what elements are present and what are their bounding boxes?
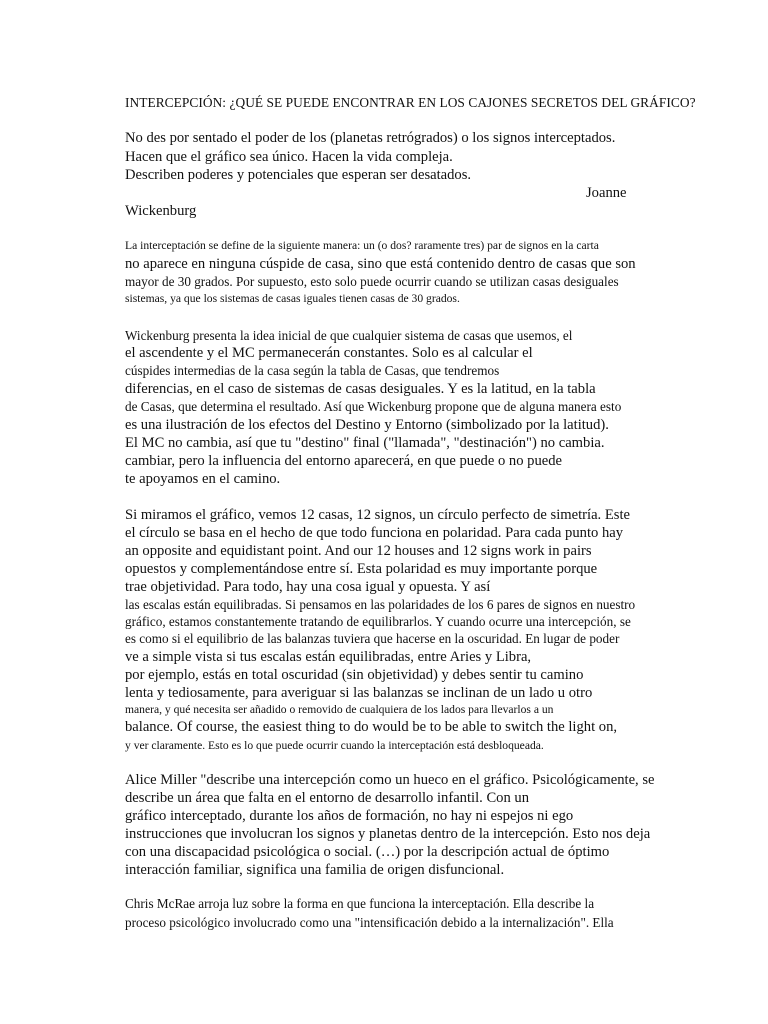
paragraph-line: el círculo se basa en el hecho de que todo funciona en polaridad. Para cada punto hay (125, 525, 624, 541)
paragraph-line: lenta y tediosamente, para averiguar si las balanzas se inclinan de un lado u otro (125, 685, 593, 701)
paragraph-line: cambiar, pero la influencia del entorno aparecerá, en que puede o no puede (125, 453, 563, 469)
paragraph-line: balance. Of course, the easiest thing to do would be to be able to switch the light on, (125, 719, 618, 735)
paragraph-line: de Casas, que determina el resultado. Así que Wickenburg propone que de alguna manera esto (125, 399, 622, 414)
quote-line: No des por sentado el poder de los (planetas retrógrados) o los signos interceptados. (125, 130, 616, 146)
quote-line: Hacen que el gráfico sea único. Hacen la vida compleja. (125, 149, 453, 165)
paragraph-line: Alice Miller "describe una intercepción como un hueco en el gráfico. Psicológicamente, se (125, 772, 655, 788)
paragraph-line: sistemas, ya que los sistemas de casas iguales tienen casas de 30 grados. (125, 292, 460, 305)
paragraph-line: Si miramos el gráfico, vemos 12 casas, 12 signos, un círculo perfecto de simetría. Este (125, 507, 630, 523)
paragraph-line: con una discapacidad psicológica o social. (…) por la descripción actual de óptimo (125, 844, 610, 860)
paragraph-line: ve a simple vista si tus escalas están equilibradas, entre Aries y Libra, (125, 649, 532, 665)
paragraph-line: describe un área que falta en el entorno de desarrollo infantil. Con un (125, 790, 530, 806)
paragraph-line: Wickenburg presenta la idea inicial de que cualquier sistema de casas que usemos, el (125, 328, 573, 343)
quote-author-first: Joanne (586, 185, 627, 201)
quote-line: Describen poderes y potenciales que esperan ser desatados. (125, 167, 472, 183)
paragraph-line: Chris McRae arroja luz sobre la forma en que funciona la interceptación. Ella describe la (125, 896, 595, 911)
paragraph-line: es una ilustración de los efectos del Destino y Entorno (simbolizado por la latitud). (125, 417, 609, 433)
paragraph-line: opuestos y complementándose entre sí. Esta polaridad es muy importante porque (125, 561, 598, 577)
paragraph-line: es como si el equilibrio de las balanzas tuviera que hacerse en la oscuridad. En lugar de poder (125, 631, 620, 646)
paragraph-line: y ver claramente. Esto es lo que puede ocurrir cuando la interceptación está desbloqueada. (125, 739, 544, 752)
paragraph-line: mayor de 30 grados. Por supuesto, esto solo puede ocurrir cuando se utilizan casas desiguales (125, 274, 619, 289)
paragraph-line: por ejemplo, estás en total oscuridad (sin objetividad) y debes sentir tu camino (125, 667, 584, 683)
paragraph-line: manera, y qué necesita ser añadido o removido de cualquiera de los lados para llevarlos a un (125, 703, 554, 716)
paragraph-line: no aparece en ninguna cúspide de casa, sino que está contenido dentro de casas que son (125, 256, 636, 272)
paragraph-line: te apoyamos en el camino. (125, 471, 281, 487)
paragraph-line: el ascendente y el MC permanecerán constantes. Solo es al calcular el (125, 345, 533, 361)
paragraph-line: trae objetividad. Para todo, hay una cosa igual y opuesta. Y así (125, 579, 491, 595)
paragraph-line: cúspides intermedias de la casa según la tabla de Casas, que tendremos (125, 363, 500, 378)
quote-author-last: Wickenburg (125, 203, 197, 219)
paragraph-line: gráfico, estamos constantemente tratando de equilibrarlos. Y cuando ocurre una intercepción, se (125, 614, 631, 629)
paragraph-line: gráfico interceptado, durante los años de formación, no hay ni espejos ni ego (125, 808, 574, 824)
paragraph-line: proceso psicológico involucrado como una "intensificación debido a la internalización". Ella (125, 915, 614, 930)
paragraph-line: interacción familiar, significa una familia de origen disfuncional. (125, 862, 505, 878)
paragraph-line: an opposite and equidistant point. And our 12 houses and 12 signs work in pairs (125, 543, 592, 559)
paragraph-line: las escalas están equilibradas. Si pensamos en las polaridades de los 6 pares de signos en nuestro (125, 597, 636, 612)
paragraph-line: diferencias, en el caso de sistemas de casas desiguales. Y es la latitud, en la tabla (125, 381, 596, 397)
page-title: INTERCEPCIÓN: ¿QUÉ SE PUEDE ENCONTRAR EN LOS CAJONES SECRETOS DEL GRÁFICO? (125, 95, 696, 110)
paragraph-line: instrucciones que involucran los signos y planetas dentro de la intercepción. Esto nos deja (125, 826, 651, 842)
paragraph-line: La interceptación se define de la siguiente manera: un (o dos? raramente tres) par de signos en la carta (125, 239, 599, 252)
paragraph-line: El MC no cambia, así que tu "destino" final ("llamada", "destinación") no cambia. (125, 435, 605, 451)
